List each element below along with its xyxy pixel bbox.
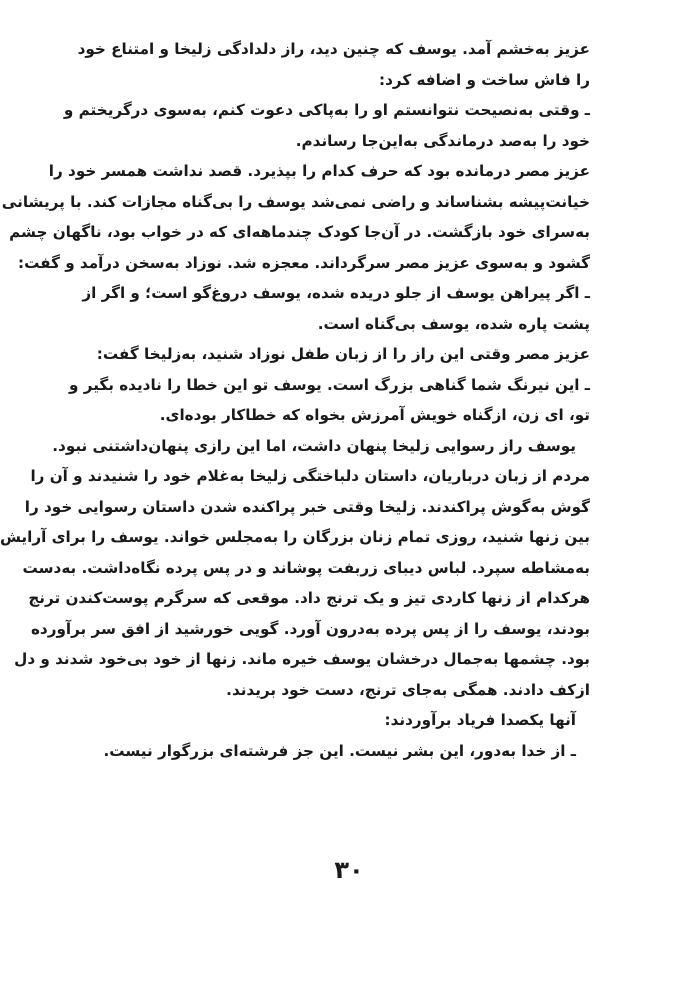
text-line: ـ از خدا به‌دور، این بشر نیست. این جز فرشته‌ای بزرگوار نیست. — [103, 741, 576, 760]
text-line: تو، ای زن، ازگناه خویش آمرزش بخواه که خطاکار بوده‌ای. — [159, 406, 590, 424]
text-line: ـ وقتی به‌نصیحت نتوانستم او را به‌پاکی دعوت کنم، به‌سوی درگریختم و — [63, 101, 590, 119]
text-line: ـ اگر پیراهن یوسف از جلو دریده شده، یوسف دروغ‌گو است؛ و اگر از — [82, 284, 590, 302]
text-line: بین زنها شنید، روزی تمام زنان بزرگان را به‌مجلس خواند. یوسف را برای آرایش — [0, 528, 590, 546]
text-line: گشود و به‌سوی عزیز مصر سرگرداند. معجزه شد. نوزاد به‌سخن درآمد و گفت: — [18, 253, 590, 272]
text-line: عزیز مصر درمانده بود که حرف کدام را بپذیرد. قصد نداشت همسر خود را — [48, 162, 590, 180]
text-line: ـ این نیرنگ شما گناهی بزرگ است. یوسف تو این خطا را نادیده بگیر و — [69, 375, 590, 394]
text-line: یوسف راز رسوایی زلیخا پنهان داشت، اما این رازی پنهان‌داشتنی نبود. — [52, 436, 576, 455]
text-line: آنها یکصدا فریاد برآوردند: — [384, 711, 576, 729]
text-line: خیانت‌پیشه بشناساند و راضی نمی‌شد یوسف را بی‌گناه مجازات کند. با پریشانی — [1, 192, 590, 211]
text-line: هرکدام از زنها کاردی تیز و یک ترنج داد. موقعی که سرگرم پوست‌کندن ترنج — [28, 589, 590, 607]
text-line: پشت پاره شده، یوسف بی‌گناه است. — [317, 314, 590, 333]
text-line: خود را به‌صد درماندگی به‌این‌جا رساندم. — [295, 131, 590, 150]
text-line: بود. چشمها به‌جمال درخشان یوسف خیره ماند. زنها از خود بی‌خود شدند و دل — [14, 650, 590, 668]
page-number: ۳۰ — [334, 856, 364, 884]
body-text — [0, 34, 590, 766]
text-line: به‌مشاطه سپرد. لباس دیبای زربفت پوشاند و در پس پرده نگاه‌داشت. به‌دست — [22, 558, 590, 577]
text-line: به‌سرای خود بازگشت. در آن‌جا کودک چندماهه‌ای که در خواب بود، ناگهان چشم — [9, 223, 590, 241]
text-line: عزیز به‌خشم آمد. یوسف که چنین دید، راز دلدادگی زلیخا و امتناع خود — [77, 40, 590, 58]
text-line: بودند، یوسف را از پس پرده به‌درون آورد. گویی خورشید از افق سر برآورده — [30, 619, 590, 638]
text-line: گوش به‌گوش پراکندند. زلیخا وقتی خبر پراکنده شدن داستان رسوایی خود را — [24, 497, 590, 516]
text-line: را فاش ساخت و اضافه کرد: — [379, 70, 590, 89]
text-line: ازکف دادند. همگی به‌جای ترنج، دست خود بریدند. — [226, 680, 590, 699]
text-line: مردم از زبان درباریان، داستان دلباختگی زلیخا به‌غلام خود را شنیدند و آن را — [30, 467, 590, 485]
text-line: عزیز مصر وقتی این راز را از زبان طفل نوزاد شنید، به‌زلیخا گفت: — [96, 345, 590, 363]
